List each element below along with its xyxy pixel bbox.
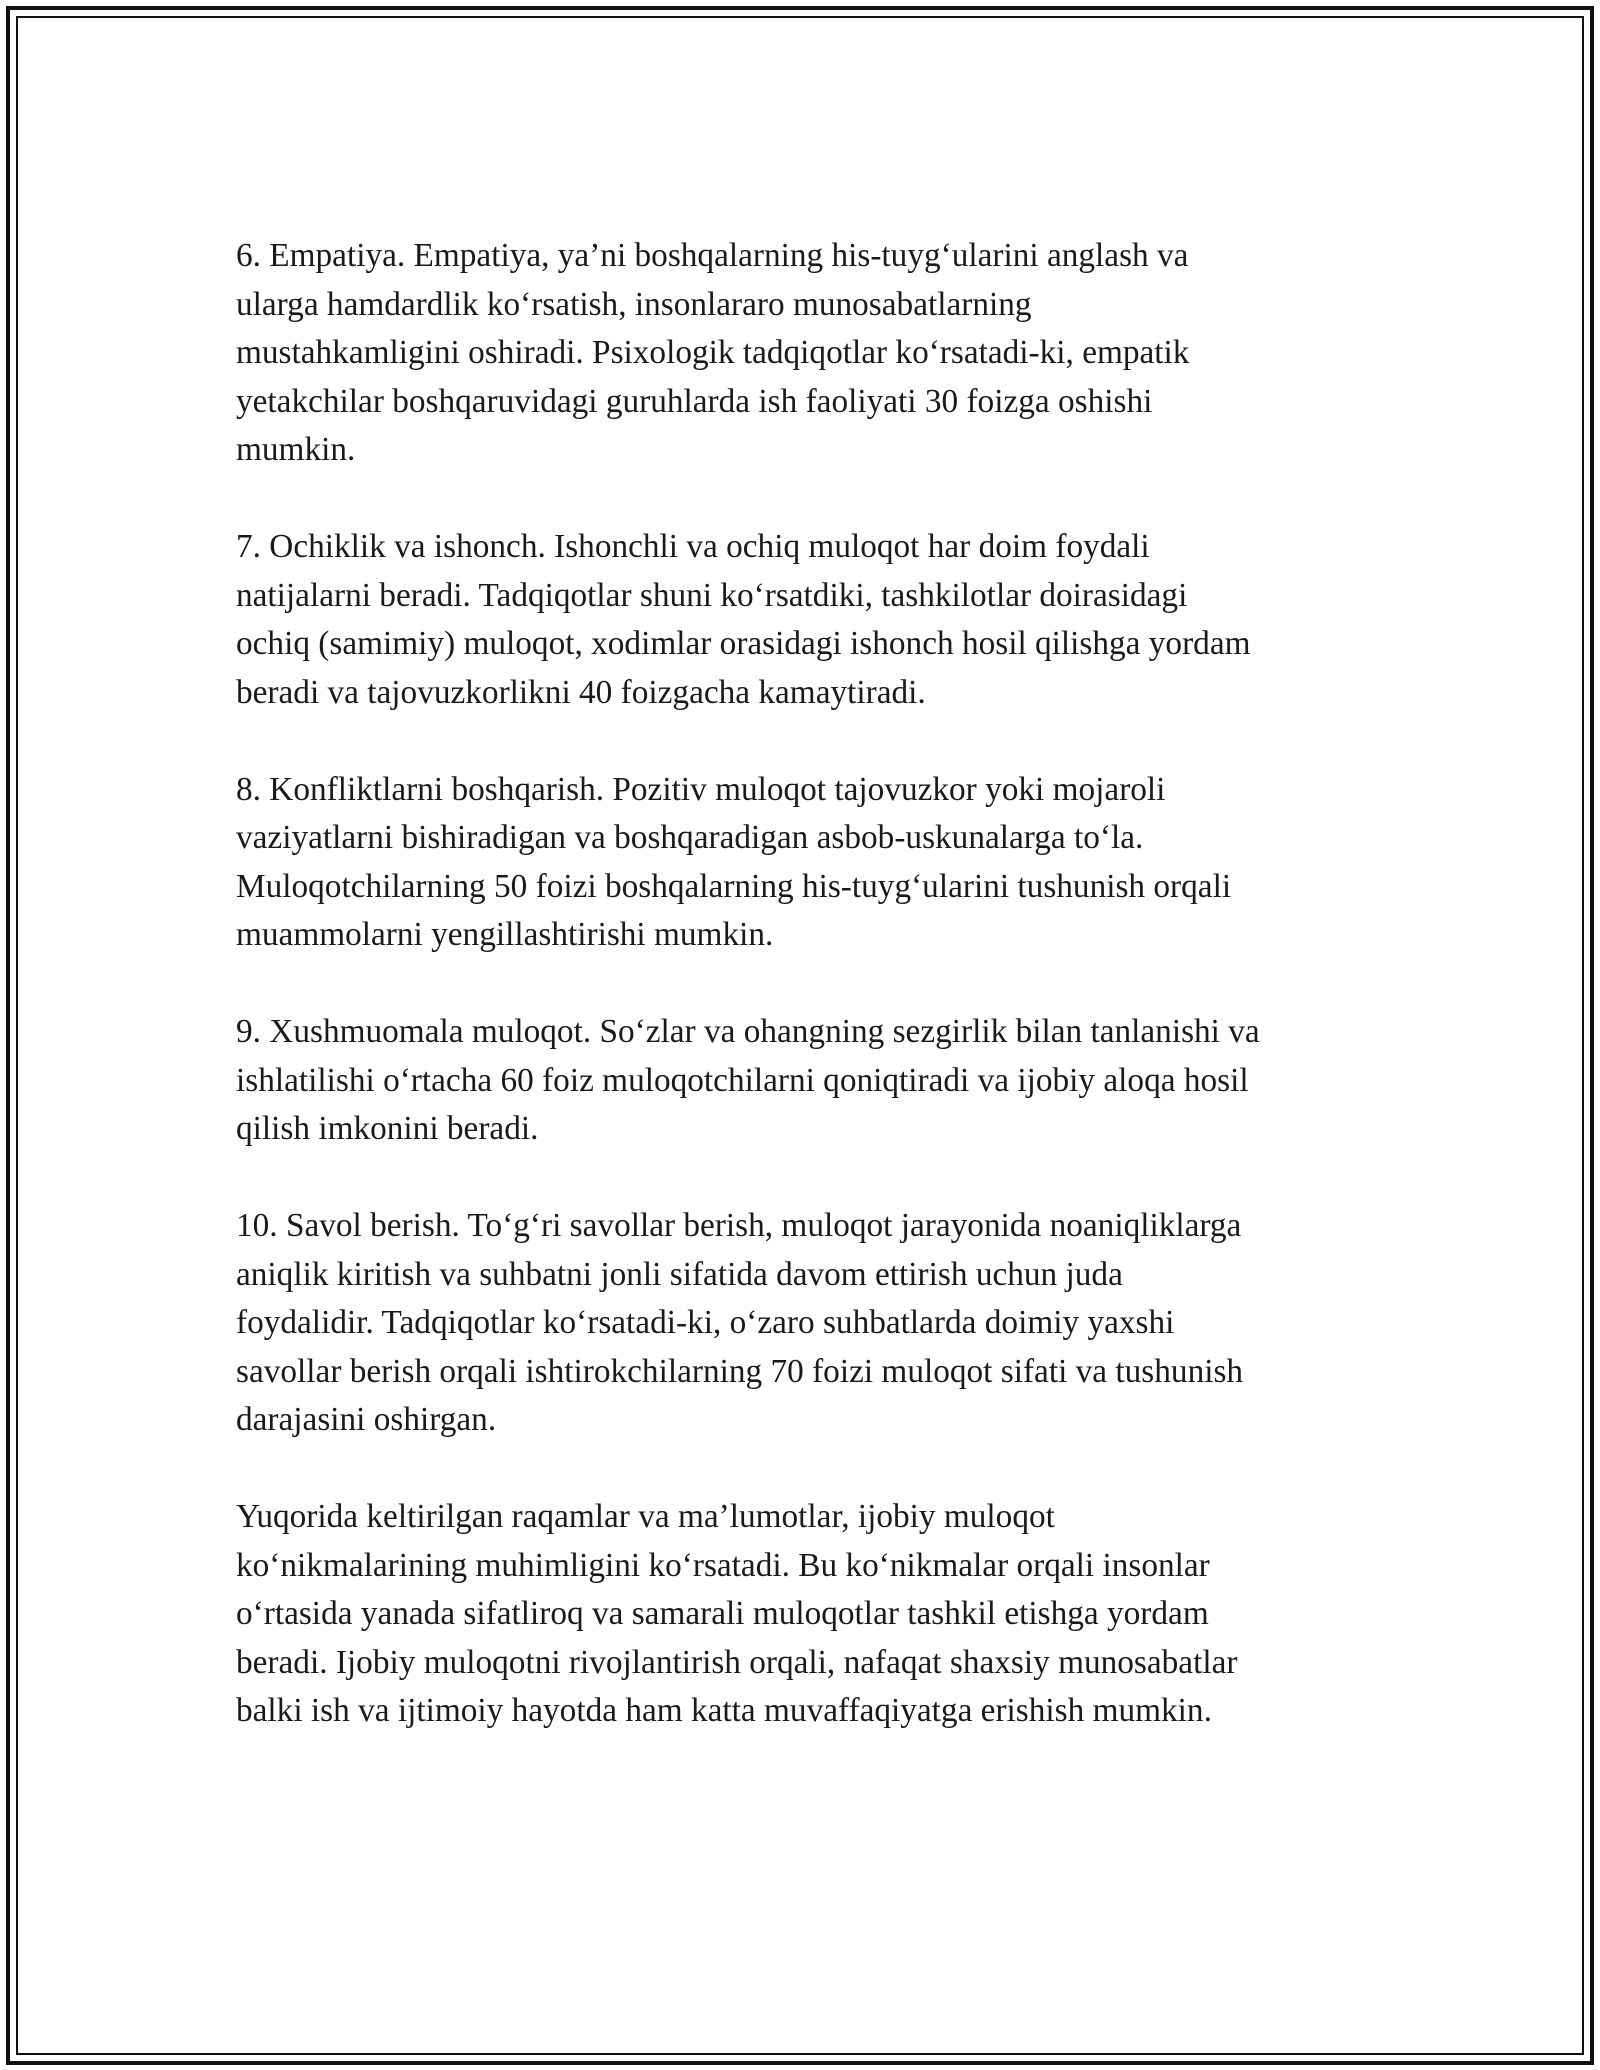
text-line: yetakchilar boshqaruvidagi guruhlarda ish faoliyati 30 foizga oshishi: [236, 382, 1153, 420]
text-line: aniqlik kiritish va suhbatni jonli sifatida davom ettirish uchun juda: [236, 1255, 1123, 1293]
text-line: 8. Konfliktlarni boshqarish. Pozitiv muloqot tajovuzkor yoki mojaroli: [236, 770, 1166, 808]
text-line: beradi. Ijobiy muloqotni rivojlantirish orqali, nafaqat shaxsiy munosabatlar: [236, 1643, 1238, 1681]
text-line: mustahkamligini oshiradi. Psixologik tadqiqotlar ko‘rsatadi-ki, empatik: [236, 334, 1190, 371]
text-line: darajasini oshirgan.: [236, 1401, 497, 1438]
text-line: ularga hamdardlik ko‘rsatish, insonlararo munosabatlarning: [236, 285, 1032, 323]
text-line: 7. Ochiklik va ishonch. Ishonchli va ochiq muloqot har doim foydali: [236, 528, 1150, 565]
paragraph-ochiklik: [236, 523, 1376, 717]
text-line: qilish imkonini beradi.: [236, 1110, 539, 1147]
text-line: 10. Savol berish. To‘g‘ri savollar berish, muloqot jarayonida noaniqliklarga: [236, 1207, 1242, 1244]
text-line: natijalarni beradi. Tadqiqotlar shuni ko‘rsatdiki, tashkilotlar doirasidagi: [236, 576, 1188, 614]
text-line: Muloqotchilarning 50 foizi boshqalarning his-tuyg‘ularini tushunish orqali: [236, 867, 1232, 905]
text-line: 6. Empatiya. Empatiya, ya’ni boshqalarning his-tuyg‘ularini anglash va: [236, 237, 1189, 274]
paragraph-konfliktlar: [236, 766, 1376, 960]
text-line: savollar berish orqali ishtirokchilarning 70 foizi muloqot sifati va tushunish: [236, 1352, 1244, 1390]
paragraph-empatiya: [236, 232, 1376, 475]
paragraph-xushmuomala: [236, 1008, 1376, 1154]
paragraph-xulosa: [236, 1493, 1376, 1736]
text-line: ochiq (samimiy) muloqot, xodimlar orasidagi ishonch hosil qilishga yordam: [236, 625, 1251, 662]
text-line: 9. Xushmuomala muloqot. So‘zlar va ohangning sezgirlik bilan tanlanishi va: [236, 1013, 1260, 1050]
text-line: beradi va tajovuzkorlikni 40 foizgacha kamaytiradi.: [236, 673, 926, 711]
text-line: ishlatilishi o‘rtacha 60 foiz muloqotchilarni qoniqtiradi va ijobiy aloqa hosil: [236, 1061, 1249, 1099]
paragraph-savol: [236, 1202, 1376, 1445]
text-line: ko‘nikmalarining muhimligini ko‘rsatadi. Bu ko‘nikmalar orqali insonlar: [236, 1546, 1210, 1584]
text-line: foydalidir. Tadqiqotlar ko‘rsatadi-ki, o‘zaro suhbatlarda doimiy yaxshi: [236, 1304, 1175, 1341]
text-line: balki ish va ijtimoiy hayotda ham katta muvaffaqiyatga erishish mumkin.: [236, 1692, 1212, 1729]
text-line: vaziyatlarni bishiradigan va boshqaradigan asbob-uskunalarga to‘la.: [236, 819, 1144, 856]
text-line: muammolarni yengillashtirishi mumkin.: [236, 916, 774, 953]
text-line: o‘rtasida yanada sifatliroq va samarali muloqotlar tashkil etishga yordam: [236, 1595, 1209, 1632]
text-line: Yuqorida keltirilgan raqamlar va ma’lumotlar, ijobiy muloqot: [236, 1498, 1055, 1535]
text-line: mumkin.: [236, 431, 356, 468]
document-body: [236, 232, 1376, 1784]
